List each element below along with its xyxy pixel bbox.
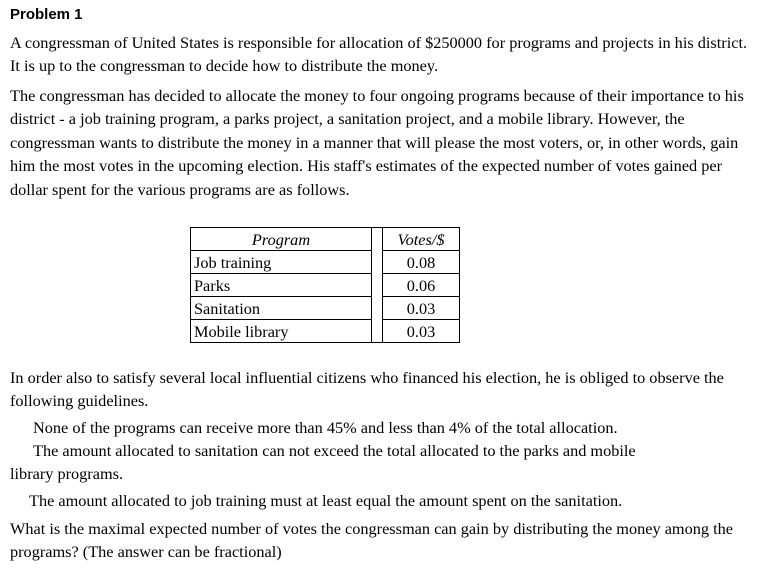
votes-cell: 0.03 <box>383 297 460 320</box>
program-column-header: Program <box>191 228 372 251</box>
table-row <box>191 251 460 274</box>
votes-cell: 0.08 <box>383 251 460 274</box>
program-cell: Job training <box>191 251 372 274</box>
votes-cell: 0.06 <box>383 274 460 297</box>
votes-cell: 0.03 <box>383 320 460 343</box>
context-paragraph: The congressman has decided to allocate the money to four ongoing programs because of their importance to his district - a job training program, a parks project, a sanitation project, and a mobile library. However, the congressman wants to distribute the money in a manner that will please the most voters, or, in other words, gain him the most votes in the upcoming election. His staff's estimates of the expected number of votes gained per dollar spent for the various programs are as follows. <box>10 86 744 199</box>
guideline-1: None of the programs can receive more than 45% and less than 4% of the total allocation. <box>33 418 618 437</box>
intro-paragraph: A congressman of United States is responsible for allocation of $250000 for programs and projects in his district. It is up to the congressman to decide how to distribute the money. <box>10 33 748 76</box>
program-cell: Mobile library <box>191 320 372 343</box>
table-header-row <box>191 228 460 251</box>
program-cell: Sanitation <box>191 297 372 320</box>
guideline-2-line1: The amount allocated to sanitation can not exceed the total allocated to the parks and mobile <box>33 441 636 460</box>
guideline-3: The amount allocated to job training must at least equal the amount spent on the sanitation. <box>29 491 623 510</box>
table-row <box>191 320 460 343</box>
problem-title: Problem 1 <box>10 6 83 23</box>
votes-column-header: Votes/$ <box>383 228 460 251</box>
guideline-2-line2: library programs. <box>10 464 124 483</box>
votes-table <box>190 227 460 343</box>
table-row <box>191 297 460 320</box>
table-row <box>191 274 460 297</box>
question-paragraph: What is the maximal expected number of votes the congressman can gain by distributing the money among the programs? (The answer can be fractional) <box>10 519 733 562</box>
guidelines-intro: In order also to satisfy several local influential citizens who financed his election, he is obliged to observe the following guidelines. <box>10 368 724 411</box>
program-cell: Parks <box>191 274 372 297</box>
